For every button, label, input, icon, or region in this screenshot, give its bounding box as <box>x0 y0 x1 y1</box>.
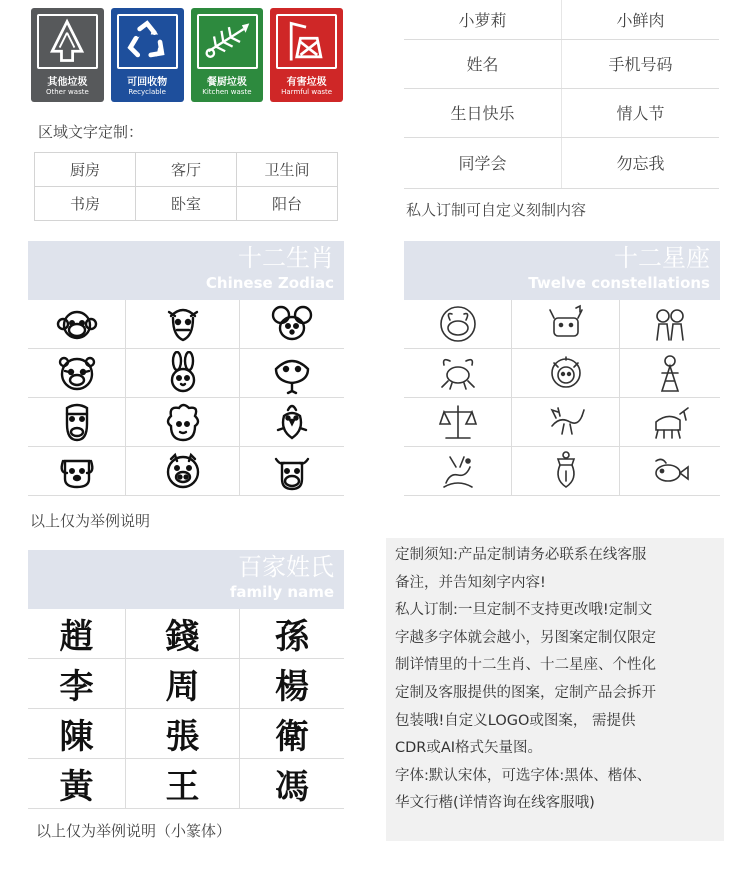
kitchen-waste-badge <box>191 8 264 102</box>
surname-char: 趙 <box>28 609 126 659</box>
note-line: 备注，并告知刻字内容! <box>395 574 546 591</box>
rabbit-icon <box>126 349 240 398</box>
other-waste-icon <box>37 14 98 69</box>
text-cell: 手机号码 <box>562 39 720 88</box>
rat-icon <box>240 300 344 349</box>
surname-char: 衛 <box>240 709 344 759</box>
text-cell: 同学会 <box>404 137 562 188</box>
zodiac-title-zh: 十二生肖 <box>238 244 334 272</box>
surname-grid <box>28 609 344 809</box>
fishbone-icon <box>197 14 258 69</box>
surname-char: 王 <box>126 759 240 809</box>
zodiac-caption: 以上仅为举例说明 <box>30 512 151 530</box>
gemini-icon <box>620 300 720 349</box>
badge-label-en: Kitchen waste <box>202 88 252 96</box>
surname-title-en: family name <box>229 583 334 601</box>
text-cell: 小萝莉 <box>404 0 562 39</box>
note-line: 字体:默认宋体，可选字体:黑体、楷体、 <box>395 767 652 784</box>
note-line: 定制及客服提供的图案，定制产品会拆开 <box>395 684 656 701</box>
recycle-icon <box>117 14 178 69</box>
zodiac-grid <box>28 300 344 496</box>
dragon-icon <box>126 300 240 349</box>
pig-icon <box>126 447 240 496</box>
badge-label-en: Other waste <box>45 88 89 96</box>
leo-icon <box>512 349 620 398</box>
area-text-table <box>34 152 338 221</box>
text-cell: 情人节 <box>562 88 720 137</box>
zodiac-title-en: Chinese Zodiac <box>205 274 334 292</box>
rooster-icon <box>240 398 344 447</box>
surname-char: 李 <box>28 659 126 709</box>
area-cell: 客厅 <box>136 153 237 187</box>
badge-label-en: Recyclable <box>128 88 166 96</box>
badge-label-en: Harmful waste <box>281 88 333 96</box>
dog-icon <box>28 447 126 496</box>
text-cell: 姓名 <box>404 39 562 88</box>
custom-text-table <box>404 0 719 189</box>
harmful-waste-badge <box>270 8 343 102</box>
surname-caption: 以上仅为举例说明（小篆体） <box>36 822 232 840</box>
scorpio-icon <box>512 398 620 447</box>
customization-notes <box>386 538 724 841</box>
area-cell: 阳台 <box>237 187 338 221</box>
monkey-icon <box>28 300 126 349</box>
cancer-icon <box>404 349 512 398</box>
constellation-title-zh: 十二星座 <box>614 244 710 272</box>
recyclable-badge <box>111 8 184 102</box>
note-line: 定制须知:产品定制请务必联系在线客服 <box>395 547 647 563</box>
badge-label-zh: 餐厨垃圾 <box>206 77 247 88</box>
surname-title-zh: 百家姓氏 <box>238 553 334 581</box>
horse-icon <box>28 398 126 447</box>
surname-char: 楊 <box>240 659 344 709</box>
surname-char: 周 <box>126 659 240 709</box>
surname-char: 錢 <box>126 609 240 659</box>
snake-icon <box>240 349 344 398</box>
capricorn-icon <box>404 447 512 496</box>
waste-badges <box>31 8 343 102</box>
constellation-title-en: Twelve constellations <box>528 274 710 292</box>
aquarius-icon <box>512 447 620 496</box>
sheep-icon <box>126 398 240 447</box>
surname-char: 黃 <box>28 759 126 809</box>
note-line: 字越多字体就会越小，另图案定制仅限定 <box>395 629 656 646</box>
text-cell: 勿忘我 <box>562 137 720 188</box>
text-cell: 小鲜肉 <box>562 0 720 39</box>
note-line: CDR或AI格式矢量图。 <box>395 740 543 757</box>
badge-label-zh: 其他垃圾 <box>47 77 88 88</box>
pisces-icon <box>620 447 720 496</box>
zodiac-header <box>28 241 344 300</box>
text-cell: 生日快乐 <box>404 88 562 137</box>
constellation-header <box>404 241 720 300</box>
virgo-icon <box>620 349 720 398</box>
area-cell: 卫生间 <box>237 153 338 187</box>
names-caption: 私人订制可自定义刻制内容 <box>406 201 587 219</box>
taurus-icon <box>512 300 620 349</box>
surname-char: 孫 <box>240 609 344 659</box>
surname-char: 陳 <box>28 709 126 759</box>
note-line: 华文行楷(详情咨询在线客服哦) <box>395 795 595 812</box>
badge-label-zh: 可回收物 <box>127 77 168 88</box>
tiger-icon <box>28 349 126 398</box>
note-line: 制详情里的十二生肖、十二星座、个性化 <box>395 657 656 674</box>
badge-label-zh: 有害垃圾 <box>286 77 327 88</box>
other-waste-badge <box>31 8 104 102</box>
surname-char: 馮 <box>240 759 344 809</box>
libra-icon <box>404 398 512 447</box>
aries-icon <box>404 300 512 349</box>
sagittarius-icon <box>620 398 720 447</box>
surname-header <box>28 550 344 609</box>
area-cell: 书房 <box>35 187 136 221</box>
area-label: 区域文字定制： <box>38 123 144 141</box>
harmful-icon <box>276 14 337 69</box>
note-line: 私人订制:一旦定制不支持更改哦!定制文 <box>395 602 653 619</box>
ox-icon <box>240 447 344 496</box>
surname-char: 張 <box>126 709 240 759</box>
constellation-grid <box>404 300 720 496</box>
note-line: 包装哦!自定义LOGO或图案， 需提供 <box>395 712 636 729</box>
area-cell: 厨房 <box>35 153 136 187</box>
area-cell: 卧室 <box>136 187 237 221</box>
